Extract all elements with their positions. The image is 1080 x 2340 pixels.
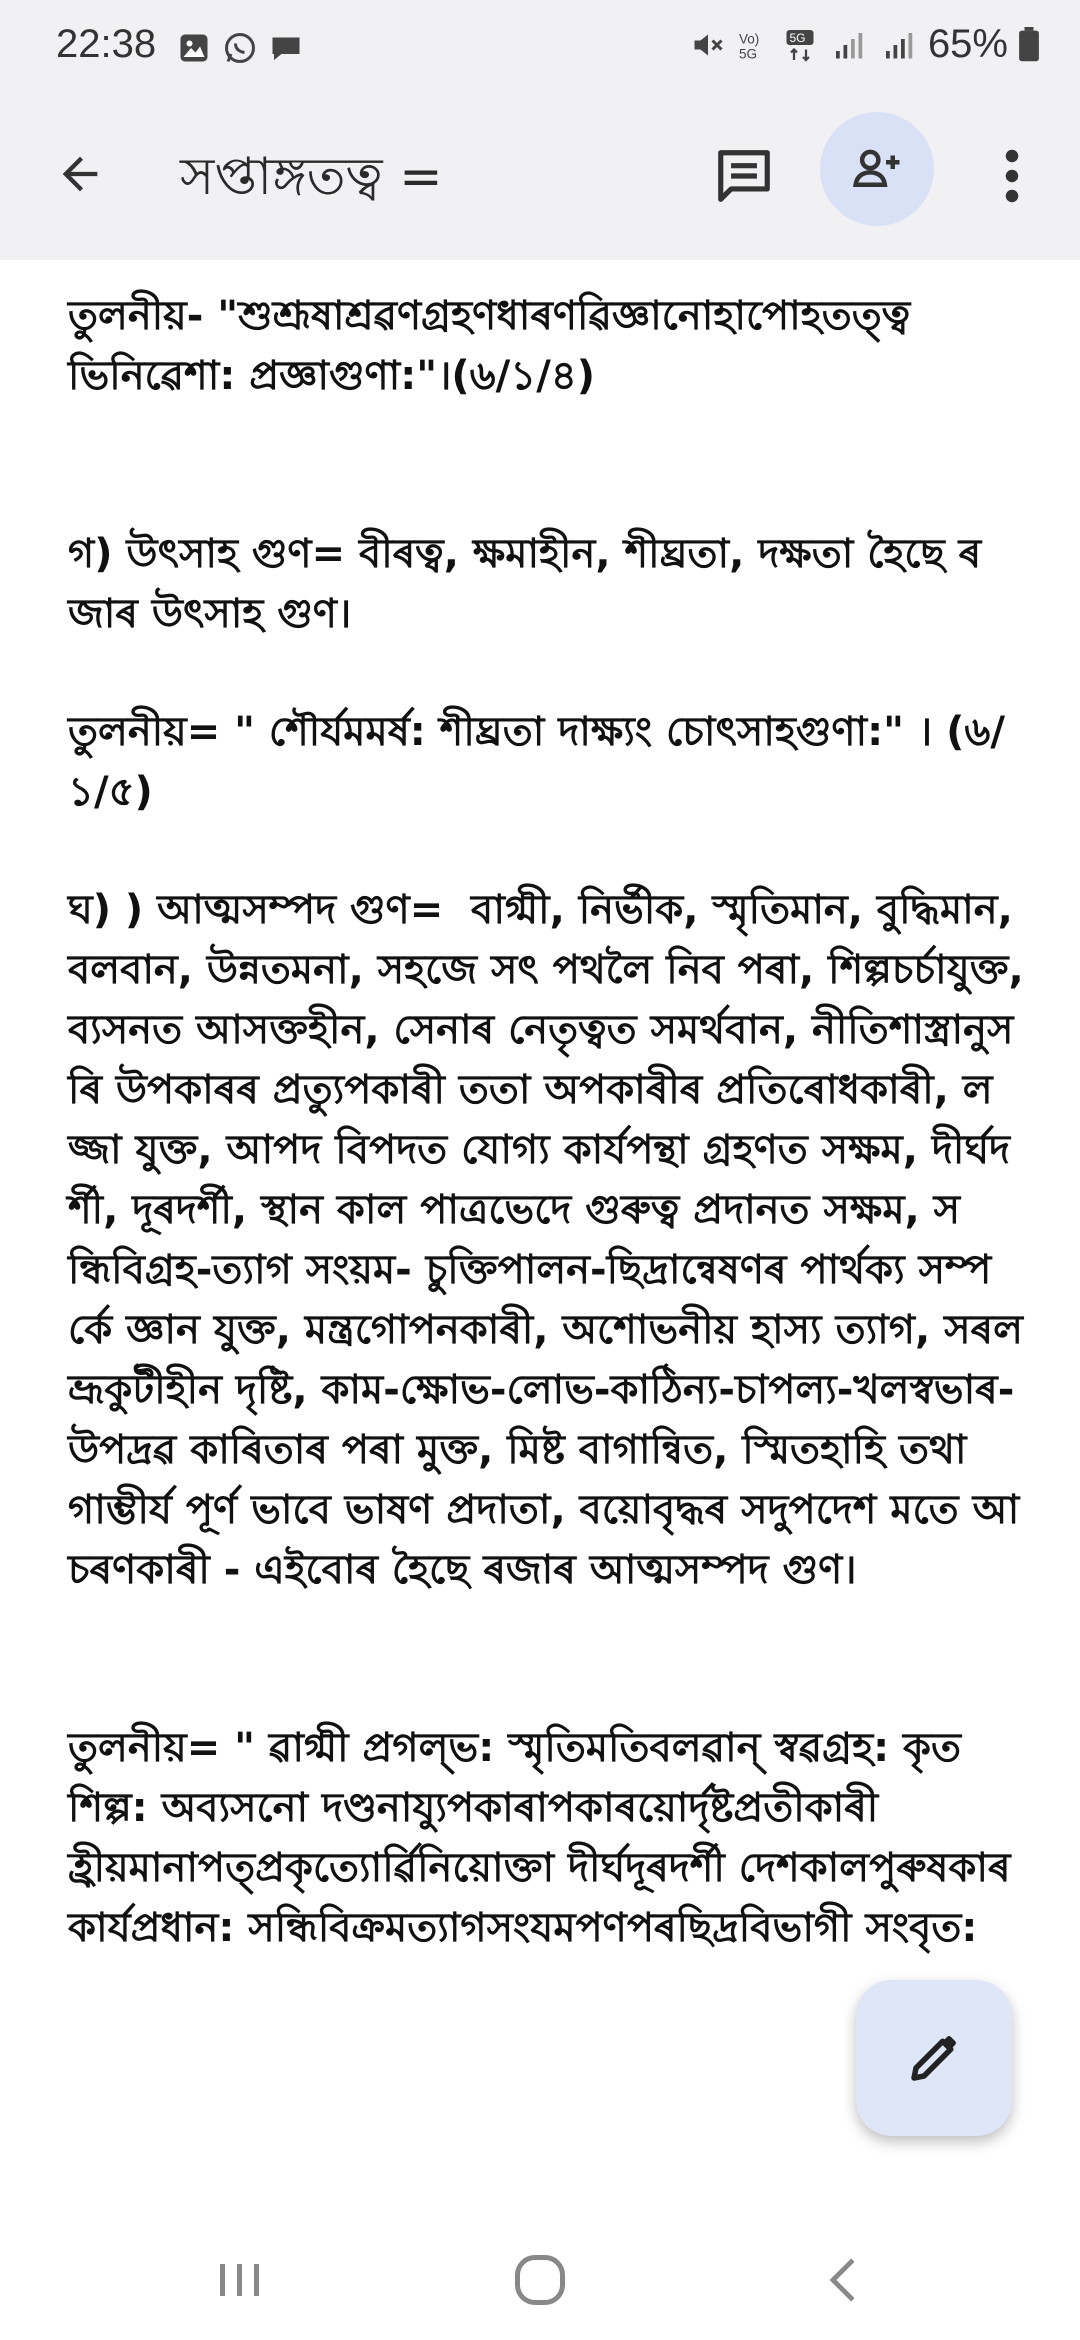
blank-line — [68, 1600, 1028, 1718]
notification-icons — [176, 30, 304, 66]
document-body[interactable] — [68, 286, 1038, 1958]
more-options-button[interactable] — [984, 136, 1040, 216]
svg-text:5G: 5G — [789, 30, 806, 45]
battery-icon — [1018, 27, 1040, 63]
arrow-back-icon — [54, 148, 106, 200]
document-title: সপ্তাঙ্গতত্ব = — [180, 147, 443, 207]
back-button[interactable] — [44, 138, 116, 210]
chat-bubble-icon — [268, 30, 304, 66]
battery-percent: 65% — [927, 22, 1008, 66]
whatsapp-icon — [222, 30, 258, 66]
back-icon — [822, 2252, 866, 2308]
signal-icon — [878, 27, 918, 63]
blank-line — [68, 644, 1028, 702]
recents-icon — [212, 2256, 268, 2304]
paragraph: তুলনীয়= " ৱাগ্মী প্ৰগল্ভ: স্মৃতিমতিবলৱান্ স্বৱগ্ৰহ: কৃতশিল্প: অব্যসনো দণ্ডনায্যুপকাৰাপকাৰয়োৰ্দৃষ্টপ্ৰতীকাৰী হ্ৰীয়মানাপত্প্ৰকৃত্যোৰ্ৱিনিয়োক্তা দীৰ্ঘদূৰদৰ্শী দেশকালপুৰুষকাৰকাৰ্যপ্ৰধান: সন্ধিবিক্ৰমত্যাগসংযমপণপৰছিদ্ৰবিভাগী সংবৃত: — [68, 1725, 1011, 1951]
svg-text:5G: 5G — [738, 46, 757, 61]
svg-text:Vo): Vo) — [738, 31, 760, 46]
pencil-icon — [904, 2028, 964, 2088]
blank-line — [68, 406, 1028, 524]
recents-button[interactable] — [190, 2240, 290, 2320]
home-icon — [510, 2250, 570, 2310]
edit-fab[interactable] — [856, 1980, 1012, 2136]
5g-icon — [782, 27, 818, 63]
paragraph: ঘ) ) আত্মসম্পদ গুণ= বাগ্মী, নিৰ্ভীক, স্মৃতিমান, বুদ্ধিমান, বলবান, উন্নতমনা, সহজে সৎ পথলৈ নিব পৰা, শিল্পচৰ্চাযুক্ত, ব্যসনত আসক্তহীন, সেনাৰ নেতৃত্বত সমৰ্থবান, নীতিশাস্ত্ৰানুসৰি উপকাৰৰ প্ৰত্যুপকাৰী ততা অপকাৰীৰ প্ৰতিৰোধকাৰী, লজ্জা যুক্ত, আপদ বিপদত যোগ্য কাৰ্যপন্থা গ্ৰহণত সক্ষম, দীৰ্ঘদৰ্শী, দূৰদৰ্শী, স্থান কাল পাত্ৰভেদে গুৰুত্ব প্ৰদানত সক্ষম, সন্ধিবিগ্ৰহ-ত্যাগ সংয়ম- চুক্তিপালন-ছিদ্ৰান্বেষণৰ পাৰ্থক্য সম্পৰ্কে জ্ঞান যুক্ত, মন্ত্ৰগোপনকাৰী, অশোভনীয় হাস্য ত্যাগ, সৰল ভ্ৰূকুটীহীন দৃষ্টি, কাম-ক্ষোভ-লোভ-কাঠিন্য-চাপল্য-খলস্বভাৰ-উপদ্ৰৱ কাৰিতাৰ পৰা মুক্ত, মিষ্ট বাগান্বিত, স্মিতহাহি তথা গাম্ভীৰ্য পূৰ্ণ ভাবে ভাষণ প্ৰদাতা, বয়োবৃদ্ধৰ সদুপদেশ মতে আচৰণকাৰী - এইবোৰ হৈছে ৰজাৰ আত্মসম্পদ গুণ। — [68, 887, 1038, 1593]
nav-back-button[interactable] — [794, 2240, 894, 2320]
add-person-icon — [850, 142, 904, 196]
app-bar — [0, 100, 1080, 260]
more-vert-icon — [1004, 146, 1020, 206]
gallery-icon — [176, 30, 212, 66]
share-button[interactable] — [820, 112, 934, 226]
home-button[interactable] — [490, 2240, 590, 2320]
status-right — [690, 22, 1040, 67]
blank-line — [68, 822, 1028, 880]
paragraph: গ) উৎসাহ গুণ= বীৰত্ব, ক্ষমাহীন, শীঘ্ৰতা, দক্ষতা হৈছে ৰজাৰ উৎসাহ গুণ। — [68, 531, 982, 637]
signal-icon — [828, 27, 868, 63]
status-bar — [0, 0, 1080, 100]
status-time: 22:38 — [56, 22, 157, 66]
paragraph: তুলনীয়= " শৌৰ্যমমৰ্ষ: শীঘ্ৰতা দাক্ষ্যং চোৎসাহগুণা:" । (৬/১/৫) — [68, 709, 1006, 815]
comments-button[interactable] — [704, 136, 784, 216]
volte-icon — [736, 27, 772, 63]
comment-icon — [713, 145, 775, 207]
navigation-bar — [0, 2220, 1080, 2340]
paragraph: তুলনীয়- "শুশ্ৰূষাশ্ৰৱণগ্ৰহণধাৰণৱিজ্ঞানোহাপোহতত্ত্বভিনিৱেশা: প্ৰজ্ঞাগুণা:"।(৬/১/৪) — [68, 293, 911, 399]
mute-icon — [690, 27, 726, 63]
